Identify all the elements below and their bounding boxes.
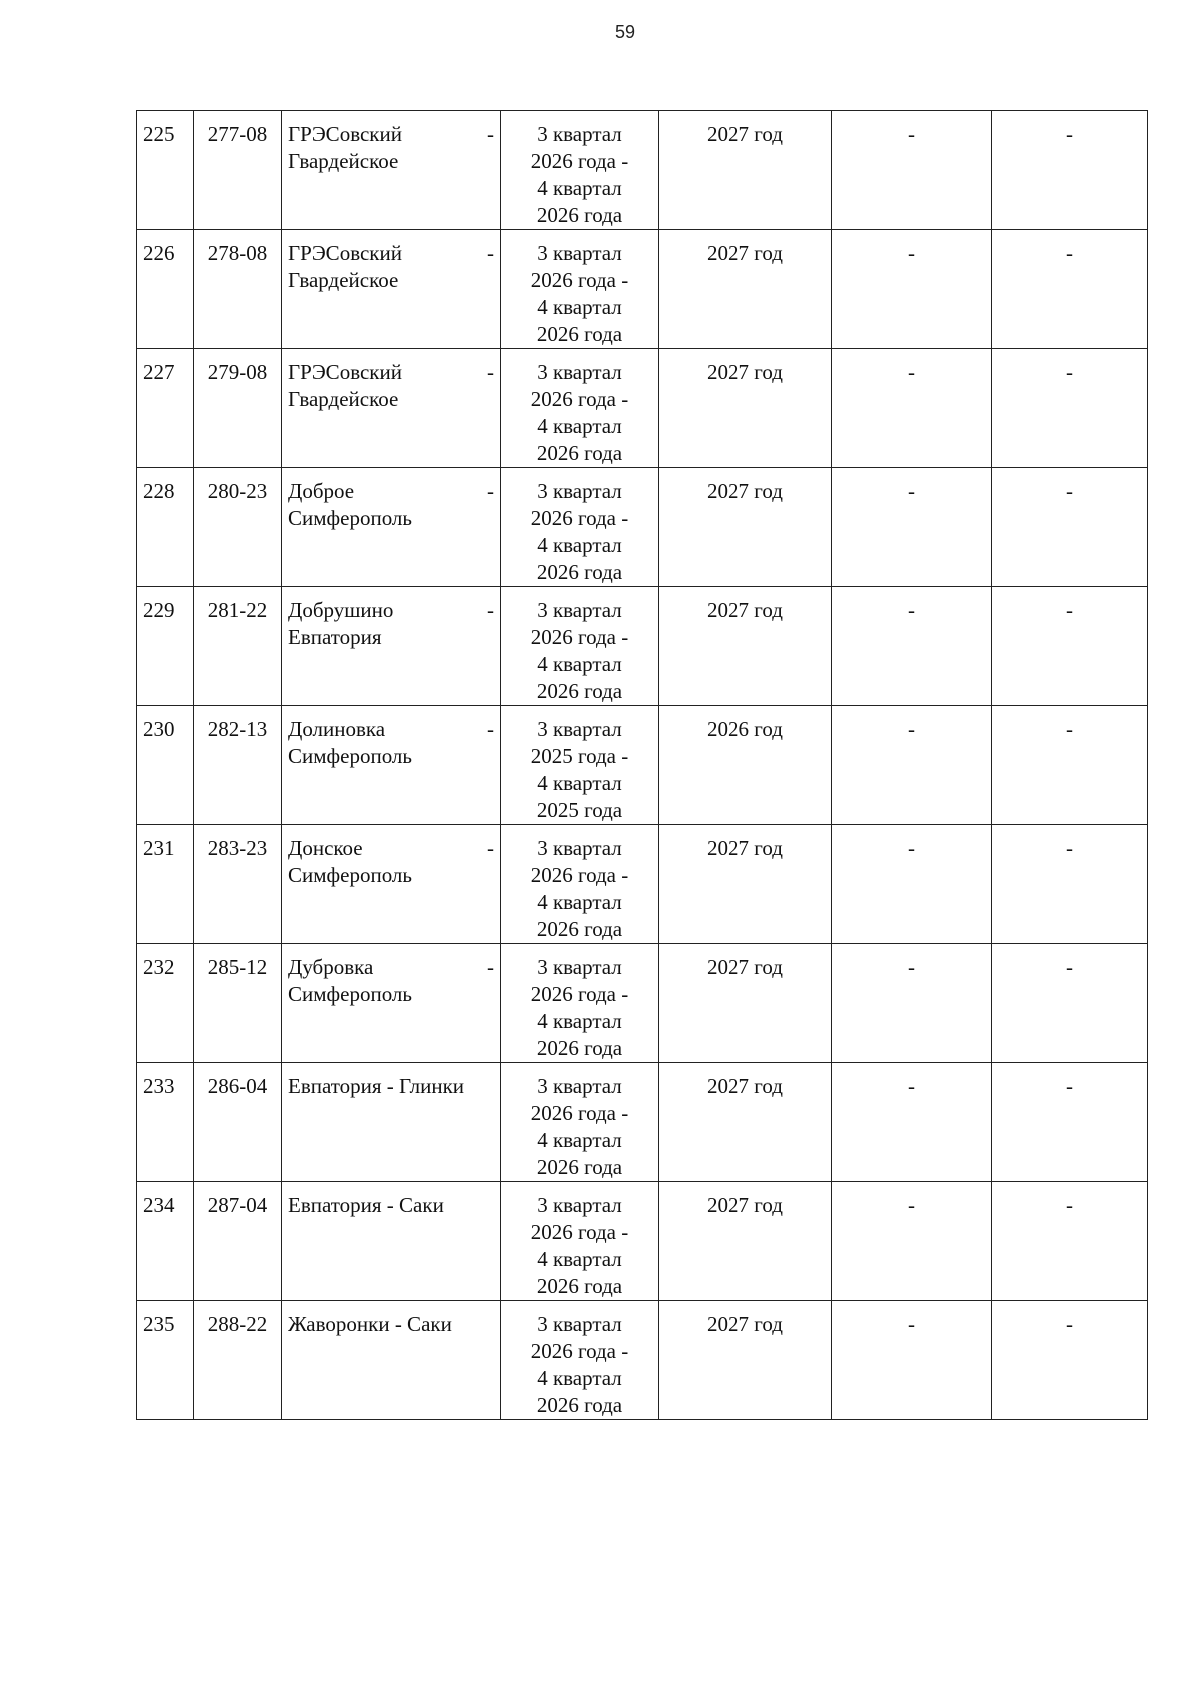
route-name-line2: Гвардейское [288,149,399,173]
period-line: 3 квартал [537,1312,622,1336]
column-b-cell: - [992,1301,1148,1420]
row-number-cell: 229 [137,587,194,706]
column-b-cell: - [992,587,1148,706]
route-name-line1: Дубровка [288,955,374,979]
period-cell [501,944,659,1063]
period-cell [501,230,659,349]
year-cell: 2027 год [659,944,832,1063]
route-name-line1: Евпатория - Саки [288,1193,444,1217]
period-line: 3 квартал [537,1193,622,1217]
period-cell [501,587,659,706]
period-line: 4 квартал [537,1128,622,1152]
row-number-cell: 234 [137,1182,194,1301]
route-name-line1: Жаворонки - Саки [288,1312,452,1336]
period-line: 2025 года - [530,744,629,768]
route-name-dash: - [487,955,494,979]
route-name-dash: - [487,479,494,503]
route-name-line2: Симферополь [288,863,412,887]
period-line: 3 квартал [537,479,622,503]
column-b-cell: - [992,111,1148,230]
route-name-cell [282,468,501,587]
table-row [137,944,1148,1063]
period-line: 4 квартал [537,533,622,557]
period-line: 3 квартал [537,955,622,979]
period-line: 2026 года [536,1155,623,1179]
year-cell: 2027 год [659,230,832,349]
period-line: 4 квартал [537,890,622,914]
row-number-cell: 232 [137,944,194,1063]
table-row [137,111,1148,230]
row-number-cell: 225 [137,111,194,230]
period-line: 2026 года [536,322,623,346]
row-number-cell: 228 [137,468,194,587]
period-line: 2026 года - [530,625,629,649]
column-b-cell: - [992,944,1148,1063]
route-name-line2: Симферополь [288,506,412,530]
period-line: 2026 года [536,1393,623,1417]
table-row [137,349,1148,468]
route-name-dash: - [487,836,494,860]
column-a-cell: - [832,825,992,944]
route-name-line1: ГРЭСовский [288,122,402,146]
period-line: 3 квартал [537,836,622,860]
route-name-dash: - [487,241,494,265]
period-line: 2026 года [536,1036,623,1060]
route-name-dash: - [487,717,494,741]
period-line: 4 квартал [537,1366,622,1390]
route-name-dash: - [487,598,494,622]
column-a-cell: - [832,706,992,825]
column-b-cell: - [992,349,1148,468]
period-line: 2026 года [536,917,623,941]
year-cell: 2027 год [659,1301,832,1420]
year-cell: 2027 год [659,349,832,468]
route-name-cell [282,1182,501,1301]
column-a-cell: - [832,1301,992,1420]
route-name-cell [282,1063,501,1182]
period-line: 3 квартал [537,360,622,384]
period-line: 2025 года [536,798,623,822]
period-line: 4 квартал [537,771,622,795]
route-code-cell: 287-04 [194,1182,282,1301]
route-code-cell: 286-04 [194,1063,282,1182]
route-name-dash: - [487,360,494,384]
period-line: 2026 года - [530,387,629,411]
row-number-cell: 233 [137,1063,194,1182]
route-name-line1: Донское [288,836,363,860]
column-a-cell: - [832,111,992,230]
route-name-cell [282,349,501,468]
period-cell [501,349,659,468]
table-row [137,230,1148,349]
route-name-cell [282,111,501,230]
row-number-cell: 226 [137,230,194,349]
route-name-dash: - [487,122,494,146]
route-code-cell: 288-22 [194,1301,282,1420]
row-number-cell: 231 [137,825,194,944]
column-b-cell: - [992,468,1148,587]
route-name-line1: ГРЭСовский [288,360,402,384]
period-line: 2026 года - [530,506,629,530]
route-code-cell: 277-08 [194,111,282,230]
period-line: 4 квартал [537,414,622,438]
route-name-line2: Гвардейское [288,268,399,292]
period-cell [501,825,659,944]
page-number: 59 [614,22,636,42]
route-name-line1: Добрушино [288,598,394,622]
routes-table [136,110,1148,1420]
table-row [137,587,1148,706]
route-code-cell: 281-22 [194,587,282,706]
period-cell [501,468,659,587]
route-code-cell: 283-23 [194,825,282,944]
table-row [137,825,1148,944]
column-a-cell: - [832,587,992,706]
period-line: 3 квартал [537,241,622,265]
period-line: 2026 года - [530,149,629,173]
period-line: 2026 года [536,203,623,227]
route-name-line1: ГРЭСовский [288,241,402,265]
column-a-cell: - [832,349,992,468]
period-cell [501,1063,659,1182]
period-line: 4 квартал [537,176,622,200]
route-name-cell [282,825,501,944]
route-name-line1: Долиновка [288,717,386,741]
route-name-line1: Евпатория - Глинки [288,1074,465,1098]
table-row [137,1182,1148,1301]
route-name-cell [282,230,501,349]
year-cell: 2026 год [659,706,832,825]
column-b-cell: - [992,1063,1148,1182]
route-name-line2: Евпатория [288,625,382,649]
column-b-cell: - [992,825,1148,944]
column-a-cell: - [832,1182,992,1301]
period-line: 2026 года - [530,268,629,292]
route-name-line2: Симферополь [288,744,412,768]
year-cell: 2027 год [659,825,832,944]
column-b-cell: - [992,230,1148,349]
route-code-cell: 282-13 [194,706,282,825]
period-cell [501,111,659,230]
route-name-cell [282,944,501,1063]
period-line: 2026 года [536,560,623,584]
row-number-cell: 235 [137,1301,194,1420]
route-name-line2: Гвардейское [288,387,399,411]
table-row [137,1063,1148,1182]
route-name-line1: Доброе [288,479,355,503]
year-cell: 2027 год [659,1182,832,1301]
period-line: 2026 года - [530,1220,629,1244]
column-a-cell: - [832,468,992,587]
period-line: 2026 года - [530,1339,629,1363]
period-line: 2026 года [536,1274,623,1298]
table-row [137,706,1148,825]
period-line: 3 квартал [537,1074,622,1098]
period-line: 2026 года - [530,1101,629,1125]
column-a-cell: - [832,230,992,349]
route-code-cell: 279-08 [194,349,282,468]
period-line: 2026 года [536,441,623,465]
period-line: 3 квартал [537,598,622,622]
year-cell: 2027 год [659,1063,832,1182]
period-line: 3 квартал [537,122,622,146]
period-line: 4 квартал [537,1247,622,1271]
route-name-cell [282,706,501,825]
period-line: 4 квартал [537,652,622,676]
period-line: 4 квартал [537,1009,622,1033]
table-row [137,1301,1148,1420]
period-line: 4 квартал [537,295,622,319]
year-cell: 2027 год [659,468,832,587]
period-line: 2026 года [536,679,623,703]
period-cell [501,1182,659,1301]
period-cell [501,706,659,825]
period-cell [501,1301,659,1420]
column-b-cell: - [992,706,1148,825]
column-b-cell: - [992,1182,1148,1301]
route-name-line2: Симферополь [288,982,412,1006]
period-line: 2026 года - [530,863,629,887]
route-name-cell [282,1301,501,1420]
route-name-cell [282,587,501,706]
column-a-cell: - [832,1063,992,1182]
route-code-cell: 285-12 [194,944,282,1063]
period-line: 2026 года - [530,982,629,1006]
column-a-cell: - [832,944,992,1063]
table-row [137,468,1148,587]
row-number-cell: 230 [137,706,194,825]
row-number-cell: 227 [137,349,194,468]
period-line: 3 квартал [537,717,622,741]
route-code-cell: 278-08 [194,230,282,349]
route-code-cell: 280-23 [194,468,282,587]
routes-table-body [137,111,1148,1420]
year-cell: 2027 год [659,111,832,230]
year-cell: 2027 год [659,587,832,706]
